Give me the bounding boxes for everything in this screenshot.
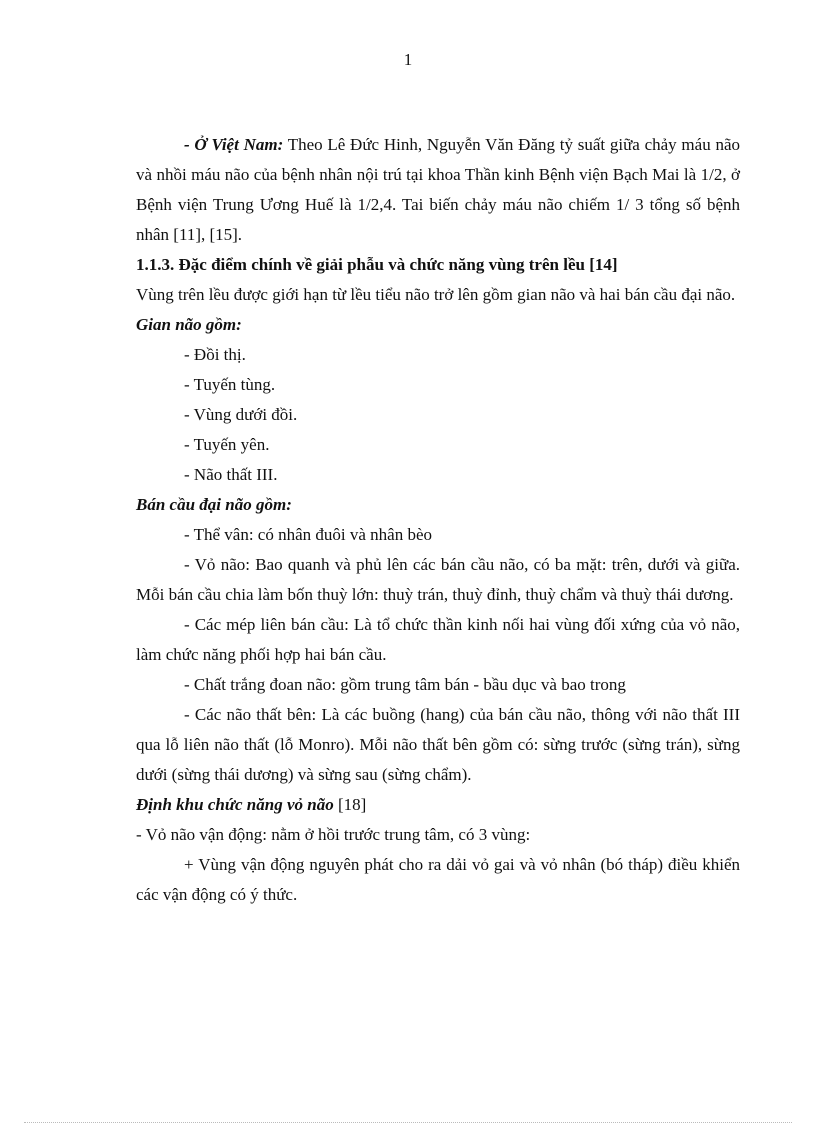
paragraph-motor-cortex: - Vỏ não vận động: nằm ở hồi trước trung tâm, có 3 vùng: [136, 825, 531, 844]
list-item: - Vỏ não: Bao quanh và phủ lên các bán cầu não, có ba mặt: trên, dưới và giữa. Mỗi bán cầu chia làm bốn thuỳ lớn: thuỳ trán, thuỳ đỉnh, thuỳ chẩm và thuỳ thái dương. [136, 555, 740, 604]
paragraph-primary-motor: + Vùng vận động nguyên phát cho ra dải vỏ gai và vỏ nhân (bó tháp) điều khiển các vận động có ý thức. [136, 855, 740, 904]
list-item: - Vùng dưới đồi. [184, 405, 298, 424]
paragraph-lead: - Ở Việt Nam: [184, 135, 284, 154]
list-item: - Các mép liên bán cầu: Là tổ chức thần kinh nối hai vùng đối xứng của vỏ não, làm chức năng phối hợp hai bán cầu. [136, 615, 740, 664]
subheading-gian-nao: Gian não gồm: [136, 315, 242, 334]
paragraph-text: Theo Lê Đức Hinh, Nguyễn Văn Đăng tỷ suất giữa chảy máu não và nhồi máu não của bệnh nhân nội trú tại khoa Thần kinh Bệnh viện Bạch Mai là 1/2, ở Bệnh viện Trung Ương Huế là 1/2,4. Tai biến chảy máu não chiếm 1/ 3 tổng số bệnh nhân [11], [15]. [136, 135, 740, 244]
subheading-ban-cau: Bán cầu đại não gồm: [136, 495, 292, 514]
list-item: - Não thất III. [184, 465, 278, 484]
list-item: - Chất trắng đoan não: gồm trung tâm bán - bầu dục và bao trong [184, 675, 626, 694]
subheading-title: Định khu chức năng vỏ não [136, 795, 334, 814]
page-content [136, 130, 740, 910]
list-item: - Đồi thị. [184, 345, 246, 364]
list-item: - Thể vân: có nhân đuôi và nhân bèo [184, 525, 433, 544]
list-item: - Các não thất bên: Là các buồng (hang) của bán cầu não, thông với não thất III qua lỗ liên não thất (lỗ Monro). Mỗi não thất bên gồm có: sừng trước (sừng trán), sừng dưới (sừng thái dương) và sừng sau (sừng chẩm). [136, 705, 740, 784]
paragraph-supratentorial: Vùng trên lều được giới hạn từ lều tiểu não trở lên gồm gian não và hai bán cầu đại não. [136, 285, 736, 304]
subheading-dinh-khu [136, 790, 740, 820]
list-item: - Tuyến tùng. [184, 375, 276, 394]
subheading-ref: [18] [333, 795, 367, 814]
list-item: - Tuyến yên. [184, 435, 270, 454]
gian-nao-list [136, 340, 740, 490]
section-heading: 1.1.3. Đặc điểm chính về giải phẫu và chức năng vùng trên lều [14] [136, 255, 618, 274]
paragraph-vietnam-stats [136, 130, 740, 250]
page-number: 1 [403, 50, 413, 69]
